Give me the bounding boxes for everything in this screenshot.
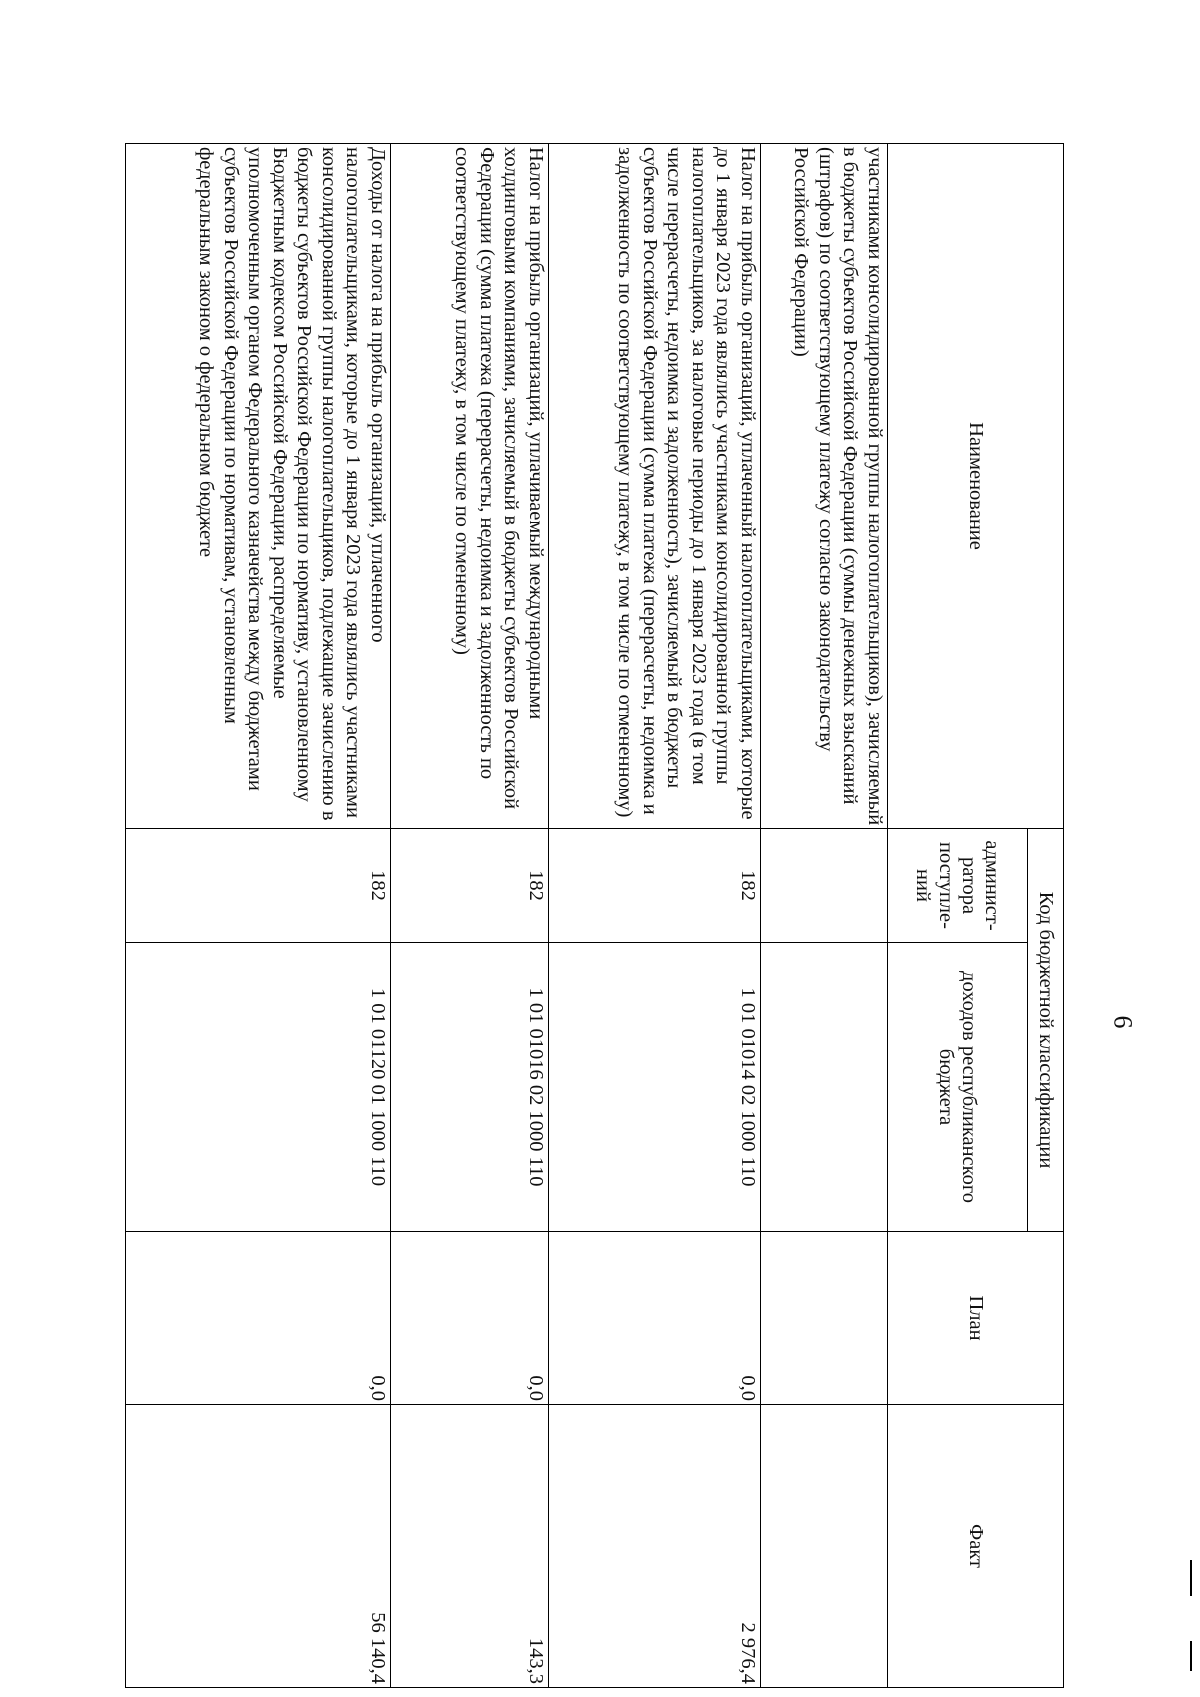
row-admin: 182 — [126, 829, 391, 943]
row-code: 1 01 01016 02 1000 110 — [391, 943, 549, 1232]
header-code-group: Код бюджетной классификации — [1028, 829, 1064, 1232]
row-plan: 0,0 — [126, 1232, 391, 1405]
header-income: доходов республиканского бюджета — [888, 943, 1028, 1232]
row-code: 1 01 01014 02 1000 110 — [549, 943, 761, 1232]
row-name: Доходы от налога на прибыль организаций, уплаченного налогоплательщиками, которые до 1 января 2023 года являлись участниками консолидированной группы налогоплательщиков, подлежащие зачислению в бюджеты субъектов Российской Федерации по нормативу, установленному Бюджетным кодексом Российской Федерации, распределяемые уполномоченным органом Федерального казначейства между бюджетами субъектов Российской Федерации по нормативам, установленным федеральным законом о федеральном бюджете — [126, 144, 391, 829]
row-plan: 0,0 — [549, 1232, 761, 1405]
row-admin — [761, 829, 888, 943]
table-row — [761, 144, 888, 1688]
row-admin: 182 — [391, 829, 549, 943]
table-row — [391, 144, 549, 1688]
table-row — [549, 144, 761, 1688]
page-number: 6 — [1108, 1015, 1138, 1029]
header-fact: Факт — [888, 1405, 1064, 1688]
header-name: Наименование — [888, 144, 1064, 829]
row-name: Налог на прибыль организаций, уплаченный налогоплательщиками, которые до 1 января 2023 года являлись участниками консолидированной группы налогоплательщиков, за налоговые периоды до 1 января 2023 года (в том числе перерасчеты, недоимка и задолженность), зачисляемый в бюджеты субъектов Российской Федерации (сумма платежа (перерасчеты, недоимка и задолженность по соответствующему платежу, в том числе по отмененному) — [549, 144, 761, 829]
rotated-table-container — [114, 143, 1064, 1687]
table-row — [126, 144, 391, 1688]
row-code: 1 01 01120 01 1000 110 — [126, 943, 391, 1232]
row-fact: 143,3 — [391, 1405, 549, 1688]
row-fact: 56 140,4 — [126, 1405, 391, 1688]
row-fact — [761, 1405, 888, 1688]
budget-income-table — [125, 143, 1064, 1688]
scan-edge-mark-right — [1190, 1641, 1192, 1671]
row-code — [761, 943, 888, 1232]
row-name: участниками консолидированной группы налогоплательщиков), зачисляемый в бюджеты субъектов Российской Федерации (суммы денежных взысканий (штрафов) по соответствующему платежу согласно законодательству Российской Федерации) — [761, 144, 888, 829]
row-plan: 0,0 — [391, 1232, 549, 1405]
row-plan — [761, 1232, 888, 1405]
row-name: Налог на прибыль организаций, уплачиваемый международными холдинговыми компаниями, зачисляемый в бюджеты субъектов Российской Федерации (сумма платежа (перерасчеты, недоимка и задолженность по соответствующему платежу, в том числе по отмененному) — [391, 144, 549, 829]
scan-edge-mark-top — [1190, 1560, 1192, 1596]
header-admin: админист-ратора поступле-ний — [888, 829, 1028, 943]
header-plan: План — [888, 1232, 1064, 1405]
row-fact: 2 976,4 — [549, 1405, 761, 1688]
row-admin: 182 — [549, 829, 761, 943]
